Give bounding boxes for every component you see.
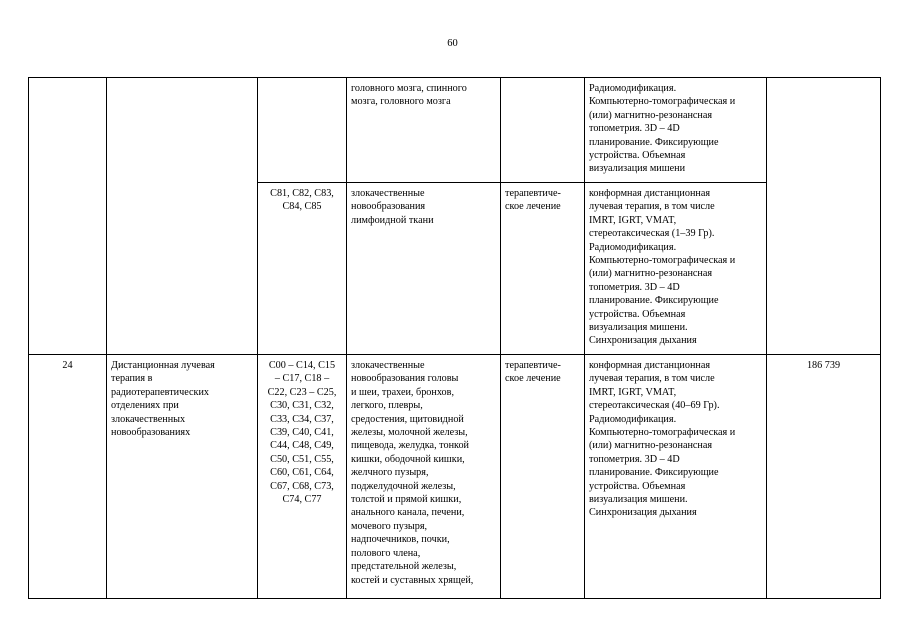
disease-cell: головного мозга, спинного мозга, головного мозга xyxy=(347,78,501,183)
icd-codes-cell xyxy=(258,78,347,183)
table-row xyxy=(29,355,881,599)
row-number-cell: 24 xyxy=(29,355,107,599)
price-cell xyxy=(767,78,881,355)
method-cell: конформная дистанционная лучевая терапия, в том числе IMRT, IGRT, VMAT, стереотаксическая (40–69 Гр). Радиомодификация. Компьютерно-томографическая и (или) магнитно-резонансная топометрия. 3D – 4D планирование. Фиксирующие устройства. Объемная визуализация мишени. Синхронизация дыхания xyxy=(585,355,767,599)
method-cell: Радиомодификация. Компьютерно-томографическая и (или) магнитно-резонансная топометрия. 3D – 4D планирование. Фиксирующие устройства. Объемная визуализация мишени xyxy=(585,78,767,183)
icd-codes-cell: C81, C82, C83, C84, C85 xyxy=(258,183,347,355)
procedures-table xyxy=(28,77,881,599)
icd-codes-cell: C00 – C14, C15 – C17, C18 – C22, C23 – C25, C30, C31, C32, C33, C34, C37, C39, C40, C41, C44, C48, C49, C50, C51, C55, C60, C61, C64, C67, C68, C73, C74, C77 xyxy=(258,355,347,599)
price-cell: 186 739 xyxy=(767,355,881,599)
row-number-cell xyxy=(29,78,107,355)
treatment-type-cell xyxy=(501,78,585,183)
procedure-name-cell: Дистанционная лучевая терапия в радиотерапевтических отделениях при злокачественных новообразованиях xyxy=(107,355,258,599)
page-number: 60 xyxy=(447,38,458,49)
treatment-type-cell: терапевтиче- ское лечение xyxy=(501,183,585,355)
treatment-type-cell: терапевтиче- ское лечение xyxy=(501,355,585,599)
procedure-name-cell xyxy=(107,78,258,355)
disease-cell: злокачественные новообразования головы и шеи, трахеи, бронхов, легкого, плевры, средостения, щитовидной железы, молочной железы, пищевода, желудка, тонкой кишки, ободочной кишки, желчного пузыря, поджелудочной железы, толстой и прямой кишки, анального канала, печени, мочевого пузыря, надпочечников, почки, полового члена, предстательной железы, костей и суставных хрящей, xyxy=(347,355,501,599)
disease-cell: злокачественные новообразования лимфоидной ткани xyxy=(347,183,501,355)
table-row xyxy=(29,78,881,183)
method-cell: конформная дистанционная лучевая терапия, в том числе IMRT, IGRT, VMAT, стереотаксическая (1–39 Гр). Радиомодификация. Компьютерно-томографическая и (или) магнитно-резонансная топометрия. 3D – 4D планирование. Фиксирующие устройства. Объемная визуализация мишени. Синхронизация дыхания xyxy=(585,183,767,355)
